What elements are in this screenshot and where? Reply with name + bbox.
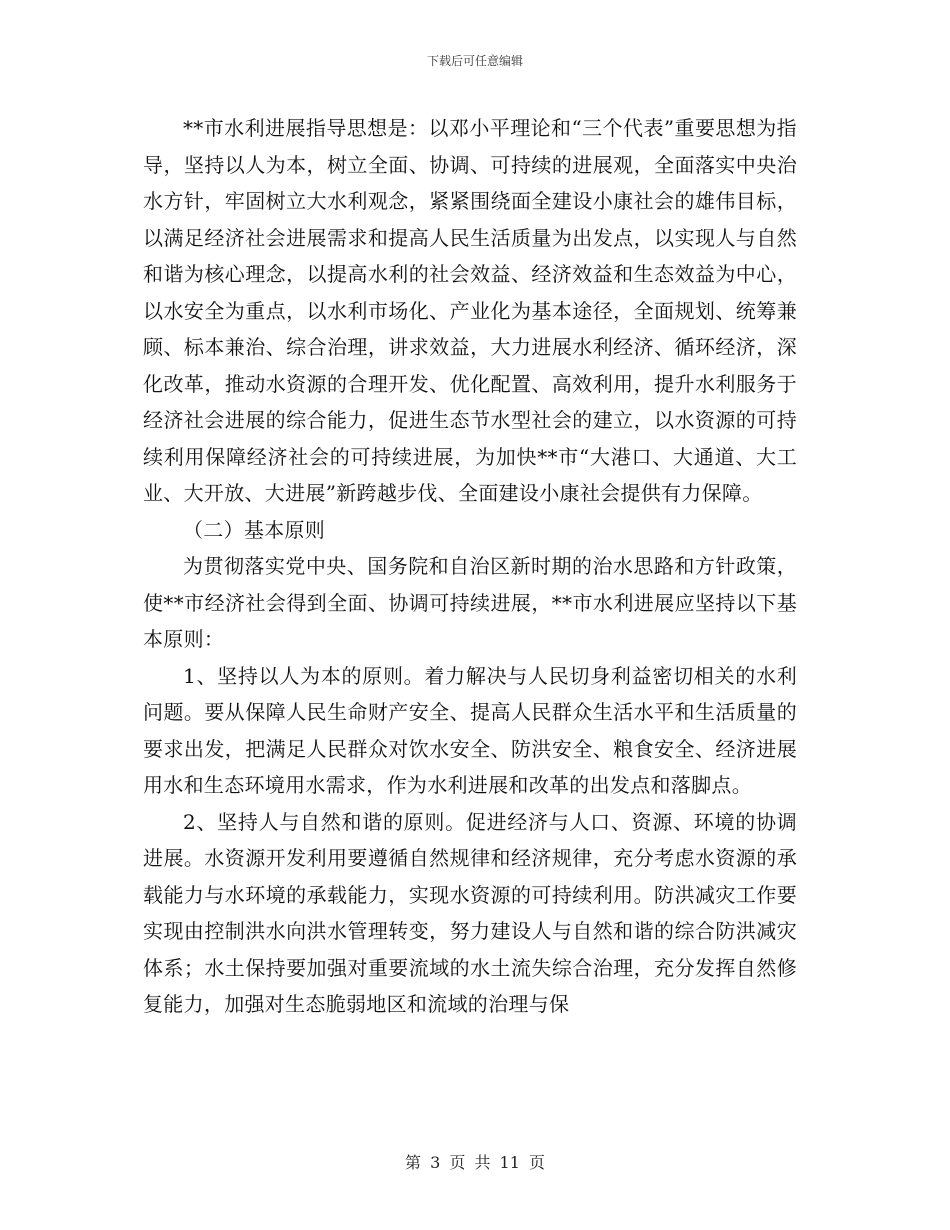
principle-1-paragraph: 1、坚持以人为本的原则。着力解决与人民切身利益密切相关的水利问题。要从保障人民生命财产安全、提高人民群众生活水平和生活质量的要求出发，把满足人民群众对饮水安全、防洪安全、粮食安全、经济进展用水和生态环境用水需求，作为水利进展和改革的出发点和落脚点。 <box>143 663 797 797</box>
guiding-ideology-paragraph: **市水利进展指导思想是：以邓小平理论和“三个代表”重要思想为指导，坚持以人为本，树立全面、协调、可持续的进展观，全面落实中央治水方针，牢固树立大水利观念，紧紧围绕面全建设小康社会的雄伟目标，以满足经济社会进展需求和提高人民生活质量为出发点，以实现人与自然和谐为核心理念，以提高水利的社会效益、经济效益和生态效益为中心，以水安全为重点，以水利市场化、产业化为基本途径，全面规划、统筹兼顾、标本兼治、综合治理，讲求效益，大力进展水利经济、循环经济，深化改革，推动水资源的合理开发、优化配置、高效利用，提升水利服务于经济社会进展的综合能力，促进生态节水型社会的建立，以水资源的可持续利用保障经济社会的可持续进展，为加快**市“大港口、大通道、大工业、大开放、大进展”新跨越步伐、全面建设小康社会提供有力保障。 <box>143 116 797 505</box>
section-heading-basic-principles: （二）基本原则 <box>183 517 326 542</box>
principles-intro-paragraph: 为贯彻落实党中央、国务院和自治区新时期的治水思路和方针政策，使**市经济社会得到全面、协调可持续进展，**市水利进展应坚持以下基本原则： <box>143 554 797 651</box>
document-body <box>143 110 797 1023</box>
page-header: 下载后可任意编辑 <box>426 54 523 68</box>
page-number-footer: 第 3 页 共 11 页 <box>405 1153 545 1172</box>
principle-2-paragraph: 2、坚持人与自然和谐的原则。促进经济与人口、资源、环境的协调进展。水资源开发利用要遵循自然规律和经济规律，充分考虑水资源的承载能力与水环境的承载能力，实现水资源的可持续利用。防洪减灾工作要实现由控制洪水向洪水管理转变，努力建设人与自然和谐的综合防洪减灾体系；水土保持要加强对重要流域的水土流失综合治理，充分发挥自然修复能力，加强对生态脆弱地区和流域的治理与保 <box>143 809 797 1016</box>
